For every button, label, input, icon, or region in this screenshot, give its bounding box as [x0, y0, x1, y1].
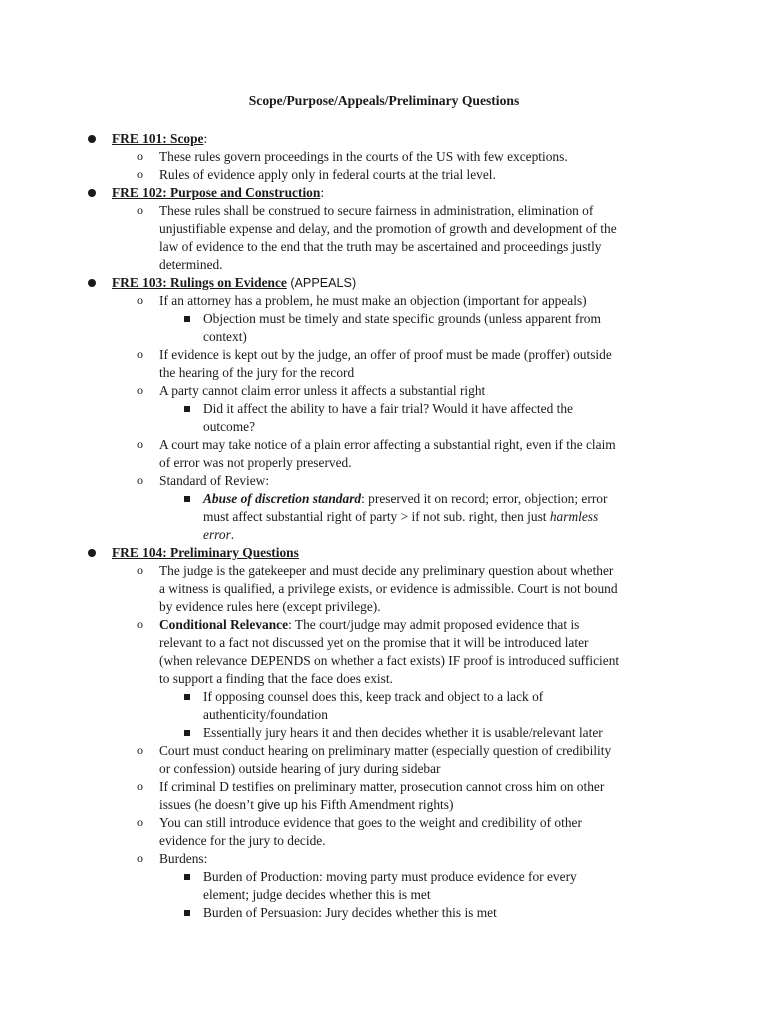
sub-list-item: authenticity/foundation [203, 707, 328, 722]
bullet-circle: o [137, 743, 143, 757]
list-item: the hearing of the jury for the record [159, 365, 355, 380]
bullet-circle: o [137, 563, 143, 577]
sub-list-item [203, 508, 598, 526]
bullet-circle: o [137, 779, 143, 793]
sub-list-item: outcome? [203, 419, 256, 434]
bullet-circle: o [137, 617, 143, 631]
list-item [159, 616, 579, 634]
bullet-dot [88, 549, 96, 557]
bullet-square [184, 316, 190, 322]
sub-list-item: element; judge decides whether this is met [203, 887, 431, 902]
section-heading-fre104 [112, 544, 299, 562]
sub-list-item [203, 526, 234, 544]
bullet-square [184, 730, 190, 736]
text-run: . [230, 527, 235, 542]
sub-list-item: Burden of Persuasion: Jury decides whether this is met [203, 905, 497, 920]
bold-text: Conditional Relevance [159, 617, 289, 632]
heading-text: FRE 104: Preliminary Questions [112, 545, 299, 560]
list-item: You can still introduce evidence that goes to the weight and credibility of other [159, 815, 582, 830]
paragraph-line: law of evidence to the end that the truth may be ascertained and proceedings justly [159, 239, 602, 254]
list-item: relevant to a fact not discussed yet on the promise that it will be introduced later [159, 635, 589, 650]
text-run: must affect substantial right of party > if not sub. right, then just [203, 509, 550, 524]
bullet-square [184, 694, 190, 700]
text-run: : The court/judge may admit proposed evidence that is [288, 617, 580, 632]
text-run: : preserved it on record; error, objection; error [361, 491, 608, 506]
bullet-square [184, 874, 190, 880]
section-heading-fre103 [112, 274, 356, 293]
italic-text: error [203, 527, 231, 542]
sub-list-item [203, 490, 607, 508]
emphasis-text: Abuse of discretion standard [203, 491, 362, 506]
bullet-circle: o [137, 347, 143, 361]
bullet-dot [88, 279, 96, 287]
heading-colon: : [320, 185, 325, 200]
page-title: Scope/Purpose/Appeals/Preliminary Questions [248, 93, 520, 108]
list-item: If an attorney has a problem, he must make an objection (important for appeals) [159, 293, 587, 308]
list-item: If criminal D testifies on preliminary matter, prosecution cannot cross him on other [159, 779, 605, 794]
list-item: Burdens: [159, 851, 208, 866]
list-item: Standard of Review: [159, 473, 270, 488]
bullet-square [184, 406, 190, 412]
list-item: Rules of evidence apply only in federal courts at the trial level. [159, 167, 496, 182]
bullet-circle: o [137, 851, 143, 865]
bullet-circle: o [137, 203, 143, 217]
list-item: A party cannot claim error unless it affects a substantial right [159, 383, 486, 398]
list-item: to support a finding that the face does exist. [159, 671, 393, 686]
list-item: Court must conduct hearing on preliminary matter (especially question of credibility [159, 743, 612, 758]
bullet-square [184, 910, 190, 916]
sub-list-item: Objection must be timely and state specific grounds (unless apparent from [203, 311, 601, 326]
list-item: These rules govern proceedings in the courts of the US with few exceptions. [159, 149, 568, 164]
paragraph-line: determined. [159, 257, 223, 272]
list-item: If evidence is kept out by the judge, an offer of proof must be made (proffer) outside [159, 347, 612, 362]
text-run: his Fifth Amendment rights) [297, 797, 454, 812]
paragraph-line: These rules shall be construed to secure fairness in administration, elimination of [159, 203, 594, 218]
heading-colon: : [203, 131, 208, 146]
bullet-circle: o [137, 473, 143, 487]
italic-text: harmless [549, 509, 599, 524]
list-item: by evidence rules here (except privilege). [159, 599, 381, 614]
sub-list-item: context) [203, 329, 247, 344]
section-heading-fre101 [112, 130, 207, 148]
bullet-dot [88, 189, 96, 197]
heading-text: FRE 103: Rulings on Evidence [112, 275, 287, 290]
text-run: give up [257, 798, 298, 812]
sub-list-item: Essentially jury hears it and then decides whether it is usable/relevant later [203, 725, 603, 740]
sub-list-item: Burden of Production: moving party must produce evidence for every [203, 869, 577, 884]
sub-list-item: Did it affect the ability to have a fair trial? Would it have affected the [203, 401, 573, 416]
bullet-circle: o [137, 383, 143, 397]
bullet-dot [88, 135, 96, 143]
list-item: A court may take notice of a plain error affecting a substantial right, even if the claim [159, 437, 616, 452]
list-item: (when relevance DEPENDS on whether a fact exists) IF proof is introduced sufficient [159, 653, 620, 668]
bullet-circle: o [137, 293, 143, 307]
heading-text: FRE 102: Purpose and Construction [112, 185, 321, 200]
bullet-circle: o [137, 815, 143, 829]
list-item: The judge is the gatekeeper and must decide any preliminary question about whether [159, 563, 614, 578]
bullet-circle: o [137, 437, 143, 451]
bullet-square [184, 496, 190, 502]
list-item: evidence for the jury to decide. [159, 833, 326, 848]
bullet-circle: o [137, 167, 143, 181]
text-run: issues (he doesn’t [159, 797, 258, 812]
heading-suffix: (APPEALS) [286, 276, 357, 290]
list-item: or confession) outside hearing of jury during sidebar [159, 761, 441, 776]
list-item: of error was not properly preserved. [159, 455, 352, 470]
section-heading-fre102 [112, 184, 324, 202]
list-item [159, 796, 453, 815]
heading-text: FRE 101: Scope [112, 131, 204, 146]
bullet-circle: o [137, 149, 143, 163]
sub-list-item: If opposing counsel does this, keep track and object to a lack of [203, 689, 544, 704]
list-item: a witness is qualified, a privilege exists, or evidence is admissible. Court is not bound [159, 581, 618, 596]
paragraph-line: unjustifiable expense and delay, and the promotion of growth and development of the [159, 221, 617, 236]
